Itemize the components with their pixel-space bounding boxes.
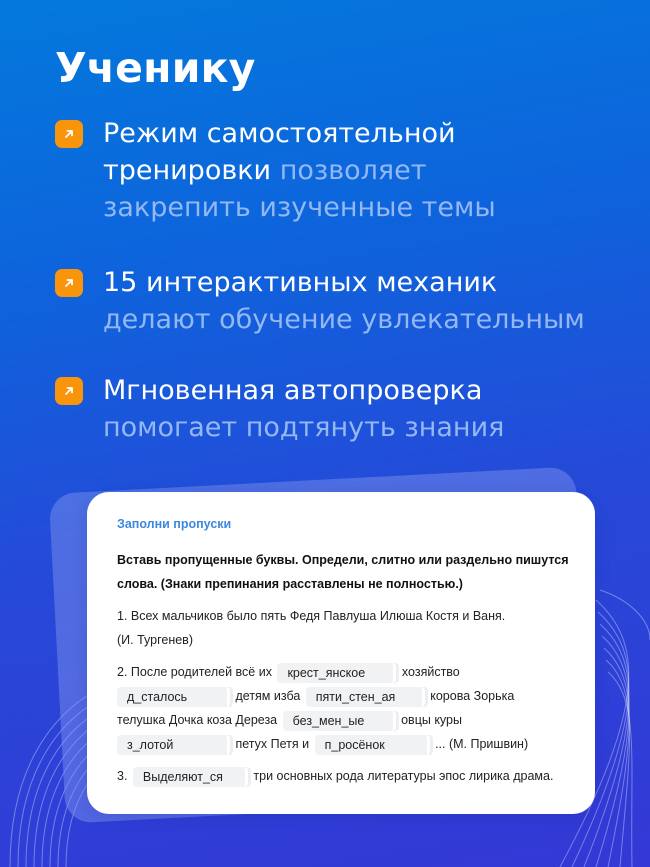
feature-description-cont: закрепить изученные темы [103, 192, 496, 223]
exercise-item-2 [117, 660, 577, 756]
item-text: (И. Тургенев) [117, 633, 193, 647]
item-text: ... (М. Пришвин) [435, 737, 529, 751]
item-text: 1. Всех мальчиков было пять Федя Павлуша Илюша Костя и Ваня. [117, 609, 506, 623]
feature-text [103, 264, 650, 338]
feature-description: делают обучение увлекательным [103, 304, 585, 335]
feature-badge [55, 269, 83, 297]
item-number: 3. [117, 769, 128, 783]
blank-input[interactable]: пяти_стен_ая [306, 687, 425, 707]
feature-text [103, 115, 650, 226]
item-text: корова Зорька [430, 689, 515, 703]
exercise-item-1 [117, 604, 577, 652]
feature-description: позволяет [279, 155, 427, 186]
feature-text [103, 372, 650, 446]
blank-input[interactable]: Выделяют_ся [133, 767, 248, 787]
instruction-line: слова. (Знаки препинания расставлены не полностью.) [117, 577, 463, 591]
feature-lead: Мгновенная автопроверка [103, 375, 483, 406]
blank-input[interactable]: п_росёнок [315, 735, 430, 755]
exercise-card [87, 492, 595, 814]
blank-input[interactable]: д_сталось [117, 687, 230, 707]
item-text: телушка Дочка коза Дереза [117, 713, 278, 727]
feature-lead-cont: тренировки [103, 155, 272, 186]
instruction-line: Вставь пропущенные буквы. Определи, слитно или раздельно пишутся [117, 553, 569, 567]
item-text: три основных рода литературы эпос лирика драма. [253, 769, 554, 783]
blank-input[interactable]: з_лотой [117, 735, 230, 755]
exercise-instruction [117, 548, 577, 596]
page-title: Ученику [55, 44, 256, 92]
item-text: детям изба [235, 689, 301, 703]
exercise-item-3 [117, 764, 577, 788]
blank-input[interactable]: крест_янское [277, 663, 396, 683]
feature-badge [55, 120, 83, 148]
feature-lead: Режим самостоятельной [103, 118, 456, 149]
arrow-up-right-icon [63, 385, 75, 397]
item-text: 2. После родителей всё их [117, 665, 272, 679]
feature-lead: 15 интерактивных механик [103, 267, 498, 298]
feature-description: помогает подтянуть знания [103, 412, 505, 443]
item-text: хозяйство [401, 665, 460, 679]
feature-badge [55, 377, 83, 405]
item-text: петух Петя и [235, 737, 310, 751]
blank-input[interactable]: без_мен_ые [283, 711, 396, 731]
arrow-up-right-icon [63, 277, 75, 289]
arrow-up-right-icon [63, 128, 75, 140]
exercise-title: Заполни пропуски [117, 517, 232, 531]
item-text: овцы куры [401, 713, 462, 727]
